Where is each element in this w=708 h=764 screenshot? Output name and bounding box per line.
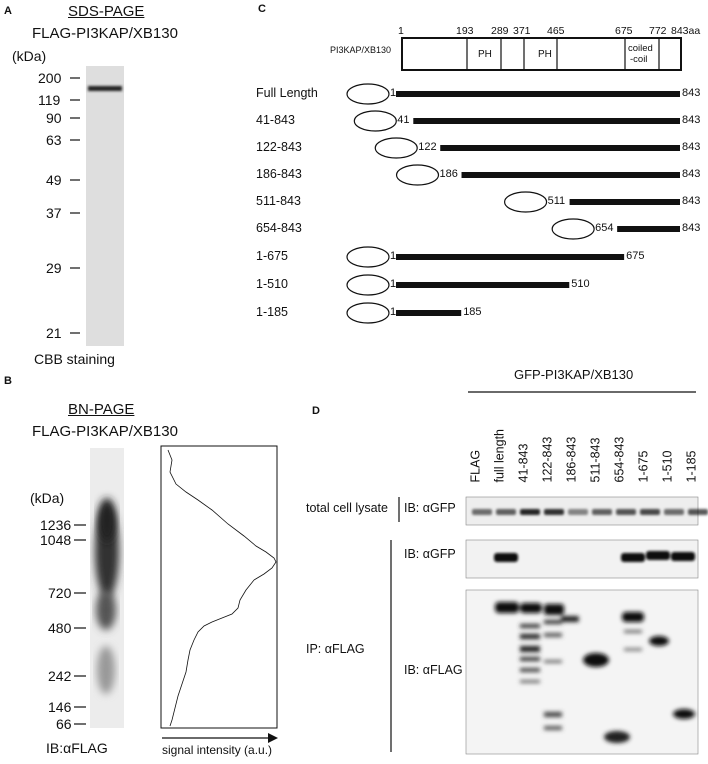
panel-c-letter: C	[258, 3, 266, 15]
bn-marker-720: 720	[48, 585, 72, 601]
lane-label-1-510: 1-510	[660, 450, 675, 483]
ip-flag-label: IP: αFLAG	[306, 642, 365, 656]
sds-marker-49: 49	[46, 172, 62, 188]
lysate-band	[472, 509, 492, 515]
lane-label-654-843: 654-843	[612, 436, 627, 483]
bn-marker-1048: 1048	[40, 532, 72, 548]
construct-bar	[396, 282, 569, 288]
panel-a-letter: A	[4, 5, 12, 17]
domain-map-box	[402, 38, 681, 70]
construct-name-511-843: 511-843	[256, 194, 301, 208]
flag-tag-ellipse	[505, 192, 547, 212]
lysate-band	[616, 509, 636, 515]
lysate-band	[544, 509, 564, 515]
ib-gfp-label-lysate: IB: αGFP	[404, 501, 456, 515]
construct-end-675: 675	[626, 250, 645, 262]
construct-start-511: 511	[547, 195, 566, 207]
construct-bar	[396, 91, 680, 97]
aa-position-289: 289	[491, 25, 509, 37]
sds-marker-119: 119	[38, 92, 61, 108]
construct-start-654: 654	[595, 222, 614, 234]
panel-a-title: SDS-PAGE	[68, 3, 145, 20]
construct-bar	[396, 254, 624, 260]
construct-name-Full Length: Full Length	[256, 86, 318, 100]
bn-gel-smear-lower	[96, 590, 116, 630]
construct-bar	[617, 226, 680, 232]
domain-map	[402, 38, 681, 70]
bn-marker-242: 242	[48, 668, 72, 684]
aa-position-371: 371	[513, 25, 531, 37]
sds-marker-37: 37	[46, 205, 62, 221]
construct-end-843: 843	[682, 222, 701, 234]
construct-end-843: 843	[682, 195, 701, 207]
aa-position-193: 193	[456, 25, 474, 37]
lane-label-FLAG: FLAG	[468, 449, 483, 483]
bn-marker-146: 146	[48, 699, 72, 715]
panel-a-subtitle: FLAG-PI3KAP/XB130	[32, 25, 178, 42]
bn-gel-smear-upper	[98, 498, 116, 542]
construct-end-843: 843	[682, 141, 701, 153]
construct-start-1: 1	[390, 278, 397, 290]
bn-marker-66: 66	[56, 716, 72, 732]
construct-start-1: 1	[390, 87, 397, 99]
total-lysate-label: total cell lysate	[306, 501, 388, 515]
construct-bar	[462, 172, 680, 178]
lane-label-full-length: full length	[492, 428, 507, 483]
panel-c-protein-label: PI3KAP/XB130	[330, 45, 392, 55]
lane-label-1-185: 1-185	[684, 450, 699, 483]
aa-position-772: 772	[649, 25, 667, 37]
ph-domain-2: PH	[538, 49, 552, 60]
panel-b-unit: (kDa)	[30, 490, 65, 506]
aa-position-675: 675	[615, 25, 633, 37]
lysate-band	[592, 509, 612, 515]
flag-tag-ellipse	[347, 275, 389, 295]
densitometry-box	[161, 446, 277, 728]
bn-marker-480: 480	[48, 620, 72, 636]
densitometry-trace	[168, 450, 276, 726]
aa-position-465: 465	[547, 25, 565, 37]
construct-end-185: 185	[463, 306, 482, 318]
lysate-band	[496, 509, 516, 515]
flag-tag-ellipse	[552, 219, 594, 239]
construct-name-654-843: 654-843	[256, 221, 302, 235]
aa-position-843aa: 843aa	[671, 25, 701, 37]
ib-flag-label: IB: αFLAG	[404, 663, 463, 677]
flag-tag-ellipse	[347, 303, 389, 323]
construct-bar	[396, 310, 461, 316]
flag-tag-ellipse	[347, 84, 389, 104]
panel-b-subtitle: FLAG-PI3KAP/XB130	[32, 423, 178, 440]
sds-page-gel	[86, 66, 124, 346]
coiled-coil-domain-line2: -coil	[630, 54, 648, 65]
panel-a-unit: (kDa)	[12, 48, 47, 64]
panel-b-footer: IB:αFLAG	[46, 740, 108, 756]
flag-tag-ellipse	[397, 165, 439, 185]
lane-label-1-675: 1-675	[636, 450, 651, 483]
construct-end-843: 843	[682, 87, 701, 99]
lysate-band	[688, 509, 708, 515]
sds-gel-band	[88, 86, 122, 91]
flag-tag-ellipse	[375, 138, 417, 158]
construct-bar	[413, 118, 680, 124]
construct-name-1-675: 1-675	[256, 249, 288, 263]
lane-label-41-843: 41-843	[516, 443, 531, 483]
construct-name-186-843: 186-843	[256, 167, 302, 181]
sds-marker-29: 29	[46, 260, 62, 276]
coiled-coil-domain-line1: coiled	[628, 43, 653, 54]
panel-b-letter: B	[4, 375, 12, 387]
lysate-band	[520, 509, 540, 515]
panel-b-axis-label: signal intensity (a.u.)	[162, 743, 273, 757]
construct-end-843: 843	[682, 114, 701, 126]
panel-a-footer: CBB staining	[34, 351, 115, 367]
construct-bar	[440, 145, 680, 151]
sds-marker-200: 200	[38, 70, 62, 86]
construct-start-122: 122	[418, 141, 437, 153]
lysate-band	[664, 509, 684, 515]
ph-domain-1: PH	[478, 49, 492, 60]
construct-start-186: 186	[439, 168, 458, 180]
construct-bar	[570, 199, 680, 205]
construct-end-510: 510	[571, 278, 590, 290]
panel-d-letter: D	[312, 405, 320, 417]
lane-label-186-843: 186-843	[564, 436, 579, 483]
ib-gfp-label-ip: IB: αGFP	[404, 547, 456, 561]
flag-tag-ellipse	[354, 111, 396, 131]
bn-gel-smear-tail	[97, 646, 115, 694]
lane-label-511-843: 511-843	[588, 437, 603, 483]
construct-start-41: 41	[397, 114, 410, 126]
signal-axis-arrowhead	[268, 733, 278, 743]
construct-start-1: 1	[390, 250, 397, 262]
bn-marker-1236: 1236	[40, 517, 72, 533]
sds-marker-21: 21	[46, 325, 62, 341]
lysate-band	[568, 509, 588, 515]
flag-tag-ellipse	[347, 247, 389, 267]
sds-marker-63: 63	[46, 132, 62, 148]
panel-b-title: BN-PAGE	[68, 401, 135, 418]
lane-label-122-843: 122-843	[540, 436, 555, 483]
construct-name-122-843: 122-843	[256, 140, 302, 154]
construct-start-1: 1	[390, 306, 397, 318]
lysate-band	[640, 509, 660, 515]
construct-name-1-510: 1-510	[256, 277, 288, 291]
panel-d-header: GFP-PI3KAP/XB130	[514, 367, 634, 382]
ip-flag-blot	[466, 590, 698, 754]
aa-position-1: 1	[398, 25, 404, 37]
bn-page-gel	[90, 448, 124, 728]
construct-name-1-185: 1-185	[256, 305, 288, 319]
construct-name-41-843: 41-843	[256, 113, 295, 127]
construct-end-843: 843	[682, 168, 701, 180]
sds-gel-lane	[86, 66, 124, 346]
sds-marker-90: 90	[46, 110, 62, 126]
